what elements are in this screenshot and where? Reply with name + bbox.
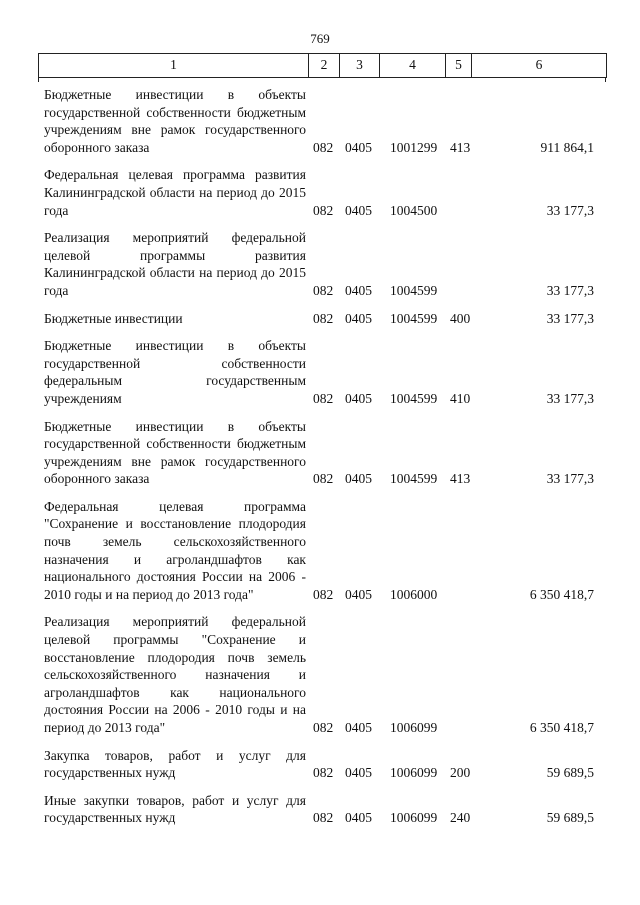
- row-name: Федеральная целевая программа "Сохранение и восстановление плодородия почв земель сельскохозяйственного назначения и агроландшафтов как национального достояния России на 2006 - 2010 годы и на период до 2013 года": [44, 498, 306, 602]
- row-ministry: 082: [313, 586, 334, 602]
- row-amount: 6 350 418,7: [529, 586, 594, 602]
- row-name: Реализация мероприятий федеральной целевой программы развития Калининградской области на период до 2015 года: [44, 230, 306, 298]
- row-target: 1006099: [390, 720, 438, 735]
- row-section: 0405: [345, 810, 372, 826]
- row-section: 0405: [345, 765, 372, 781]
- row-expense-type: 413: [450, 139, 471, 155]
- header-col-2: 2: [309, 54, 340, 77]
- row-section: 0405: [345, 390, 372, 406]
- header-col-6: 6: [472, 54, 607, 77]
- row-expense-type: 400: [450, 310, 471, 326]
- row-section: 0405: [345, 471, 372, 487]
- header-col-3: 3: [340, 54, 380, 77]
- row-ministry: 082: [313, 390, 334, 406]
- table-row: [0, 418, 640, 488]
- row-amount: 911 864,1: [540, 139, 594, 155]
- row-ministry: 082: [313, 765, 334, 781]
- table-row: [0, 229, 640, 299]
- row-target: 1001299: [390, 139, 438, 155]
- row-amount: 33 177,3: [546, 282, 594, 298]
- row-expense-type: 410: [450, 390, 471, 406]
- row-ministry: 082: [313, 202, 334, 218]
- row-target: 1004599: [390, 310, 438, 326]
- row-name: Бюджетные инвестиции в объекты государственной собственности федеральным государственным учреждениям: [44, 338, 306, 406]
- table-body: [0, 86, 640, 837]
- column-tick: [605, 77, 606, 82]
- row-name: Бюджетные инвестиции: [44, 310, 183, 326]
- row-section: 0405: [345, 139, 372, 155]
- row-ministry: 082: [313, 139, 334, 155]
- row-target: 1006099: [390, 765, 438, 781]
- table-row: [0, 86, 640, 156]
- table-row: [0, 613, 640, 736]
- table-row: [0, 337, 640, 407]
- row-ministry: 082: [313, 471, 334, 487]
- row-name: Закупка товаров, работ и услуг для государственных нужд: [44, 747, 306, 781]
- row-section: 0405: [345, 310, 372, 326]
- table-row: [0, 747, 640, 782]
- row-target: 1004599: [390, 282, 438, 298]
- row-ministry: 082: [313, 720, 334, 735]
- table-header: [38, 53, 607, 78]
- row-amount: 33 177,3: [546, 390, 594, 406]
- row-expense-type: 200: [450, 765, 471, 781]
- row-name: Бюджетные инвестиции в объекты государственной собственности бюджетным учреждениям вне рамок государственного оборонного заказа: [44, 87, 306, 155]
- row-expense-type: 240: [450, 810, 471, 826]
- table-row: [0, 498, 640, 604]
- table-row: [0, 166, 640, 219]
- table-row: [0, 310, 640, 328]
- row-section: 0405: [345, 586, 372, 602]
- row-amount: 6 350 418,7: [529, 720, 594, 735]
- row-target: 1004500: [390, 202, 438, 218]
- row-target: 1006000: [390, 586, 438, 602]
- row-section: 0405: [345, 720, 372, 735]
- header-col-4: 4: [380, 54, 446, 77]
- row-target: 1006099: [390, 810, 438, 826]
- row-ministry: 082: [313, 310, 334, 326]
- row-amount: 33 177,3: [546, 471, 594, 487]
- row-expense-type: 413: [450, 471, 471, 487]
- row-name: Бюджетные инвестиции в объекты государственной собственности бюджетным учреждениям вне рамок государственного оборонного заказа: [44, 418, 306, 487]
- table-row: [0, 792, 640, 827]
- row-section: 0405: [345, 282, 372, 298]
- row-name: Федеральная целевая программа развития Калининградской области на период до 2015 года: [44, 167, 306, 218]
- page-number: 769: [310, 31, 330, 46]
- row-ministry: 082: [313, 282, 334, 298]
- row-ministry: 082: [313, 810, 334, 826]
- header-col-1: 1: [39, 54, 309, 77]
- row-amount: 59 689,5: [546, 765, 594, 781]
- column-tick: [38, 77, 39, 82]
- row-name: Реализация мероприятий федеральной целевой программы "Сохранение и восстановление плодородия почв земель сельскохозяйственного назначения и агроландшафтов как национального достояния России на 2006 - 2010 годы и на период до 2013 года": [44, 614, 306, 735]
- row-target: 1004599: [390, 390, 438, 406]
- row-amount: 59 689,5: [546, 810, 594, 826]
- row-target: 1004599: [390, 471, 438, 487]
- row-section: 0405: [345, 202, 372, 218]
- row-amount: 33 177,3: [546, 310, 594, 326]
- row-name: Иные закупки товаров, работ и услуг для государственных нужд: [44, 792, 306, 826]
- header-col-5: 5: [446, 54, 472, 77]
- row-amount: 33 177,3: [546, 202, 594, 218]
